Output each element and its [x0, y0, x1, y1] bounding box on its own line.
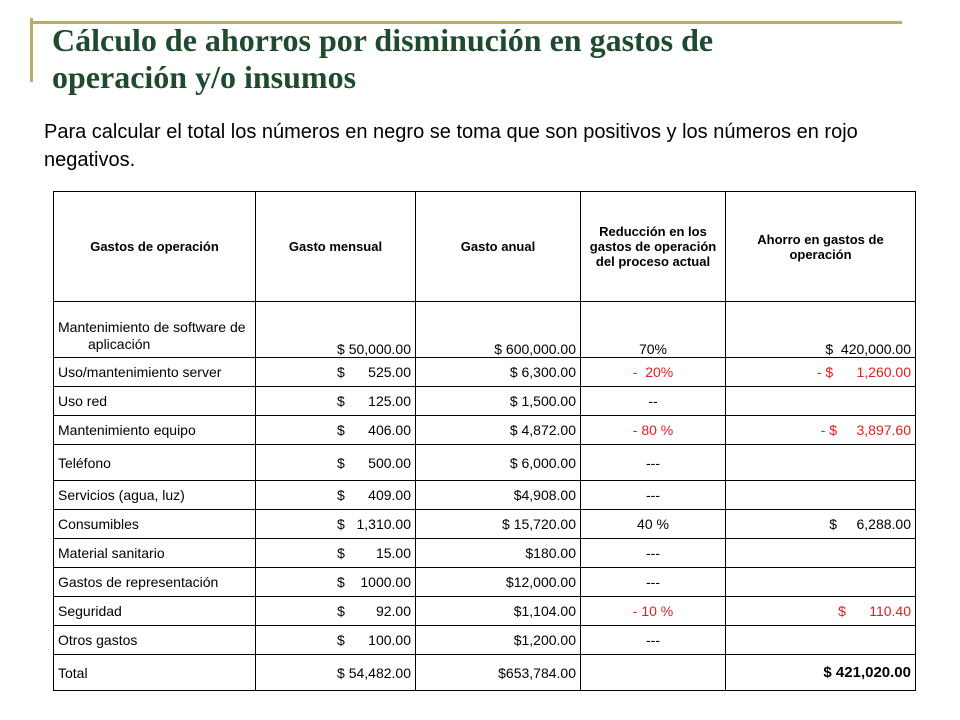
- row-annual: $ 600,000.00: [416, 302, 581, 358]
- row-item: Uso red: [54, 387, 256, 416]
- frame-left-line: [30, 18, 33, 82]
- row-reduction: ---: [581, 539, 726, 568]
- row-item: Uso/mantenimiento server: [54, 358, 256, 387]
- table-row: [54, 387, 916, 416]
- header-item: Gastos de operación: [54, 192, 256, 302]
- row-savings: [726, 626, 916, 655]
- row-item: [54, 302, 256, 358]
- row-item: Material sanitario: [54, 539, 256, 568]
- total-annual: $653,784.00: [416, 655, 581, 691]
- total-label: Total: [54, 655, 256, 691]
- title-line-2: operación y/o insumos: [52, 59, 357, 95]
- row-item: Mantenimiento equipo: [54, 416, 256, 445]
- row-reduction: 40 %: [581, 510, 726, 539]
- row-item-line-1: Mantenimiento de software de: [58, 319, 246, 335]
- table-row: [54, 416, 916, 445]
- row-savings: [726, 387, 916, 416]
- table-row: [54, 626, 916, 655]
- row-savings: $ 110.40: [726, 597, 916, 626]
- table-row: [54, 597, 916, 626]
- row-reduction: ---: [581, 445, 726, 481]
- row-monthly: $ 409.00: [256, 481, 416, 510]
- row-savings: [726, 539, 916, 568]
- table-row: [54, 302, 916, 358]
- row-monthly: $ 525.00: [256, 358, 416, 387]
- row-item: Seguridad: [54, 597, 256, 626]
- row-reduction: - 80 %: [581, 416, 726, 445]
- row-annual: $ 6,000.00: [416, 445, 581, 481]
- row-reduction: ---: [581, 626, 726, 655]
- row-reduction: ---: [581, 481, 726, 510]
- row-annual: $1,104.00: [416, 597, 581, 626]
- row-monthly: $ 100.00: [256, 626, 416, 655]
- row-savings: [726, 445, 916, 481]
- title-line-1: Cálculo de ahorros por disminución en gastos de: [52, 22, 714, 58]
- row-annual: $180.00: [416, 539, 581, 568]
- row-reduction: --: [581, 387, 726, 416]
- row-reduction: 70%: [581, 302, 726, 358]
- row-monthly: $ 1000.00: [256, 568, 416, 597]
- row-monthly: $ 15.00: [256, 539, 416, 568]
- row-savings: $ 420,000.00: [726, 302, 916, 358]
- row-item: Gastos de representación: [54, 568, 256, 597]
- row-reduction: - 20%: [581, 358, 726, 387]
- table-row: [54, 358, 916, 387]
- row-item: Consumibles: [54, 510, 256, 539]
- row-item-line-2: aplicación: [88, 336, 151, 352]
- row-annual: $4,908.00: [416, 481, 581, 510]
- table-total-row: [54, 655, 916, 691]
- header-reduction: Reducción en los gastos de operación del proceso actual: [581, 192, 726, 302]
- header-savings: Ahorro en gastos de operación: [726, 192, 916, 302]
- row-annual: $12,000.00: [416, 568, 581, 597]
- total-reduction: [581, 655, 726, 691]
- table-row: [54, 568, 916, 597]
- row-monthly: $ 406.00: [256, 416, 416, 445]
- row-item: Teléfono: [54, 445, 256, 481]
- table-row: [54, 510, 916, 539]
- row-savings: [726, 568, 916, 597]
- row-monthly: $ 50,000.00: [256, 302, 416, 358]
- row-savings: - $ 1,260.00: [726, 358, 916, 387]
- row-monthly: $ 1,310.00: [256, 510, 416, 539]
- row-savings: - $ 3,897.60: [726, 416, 916, 445]
- total-savings: $ 421,020.00: [726, 655, 916, 691]
- total-monthly: $ 54,482.00: [256, 655, 416, 691]
- table-row: [54, 481, 916, 510]
- row-annual: $ 6,300.00: [416, 358, 581, 387]
- row-reduction: ---: [581, 568, 726, 597]
- subtitle: Para calcular el total los números en negro se toma que son positivos y los números en rojo negativos.: [44, 121, 858, 171]
- row-annual: $ 1,500.00: [416, 387, 581, 416]
- table-row: [54, 539, 916, 568]
- row-annual: $ 15,720.00: [416, 510, 581, 539]
- row-reduction: - 10 %: [581, 597, 726, 626]
- header-annual: Gasto anual: [416, 192, 581, 302]
- row-item: Servicios (agua, luz): [54, 481, 256, 510]
- row-monthly: $ 92.00: [256, 597, 416, 626]
- table-header-row: [54, 192, 916, 302]
- operating-expenses-table: [53, 191, 916, 691]
- row-monthly: $ 125.00: [256, 387, 416, 416]
- row-savings: $ 6,288.00: [726, 510, 916, 539]
- row-item: Otros gastos: [54, 626, 256, 655]
- row-monthly: $ 500.00: [256, 445, 416, 481]
- header-monthly: Gasto mensual: [256, 192, 416, 302]
- page-title: [52, 22, 912, 96]
- row-annual: $ 4,872.00: [416, 416, 581, 445]
- row-savings: [726, 481, 916, 510]
- table-row: [54, 445, 916, 481]
- row-annual: $1,200.00: [416, 626, 581, 655]
